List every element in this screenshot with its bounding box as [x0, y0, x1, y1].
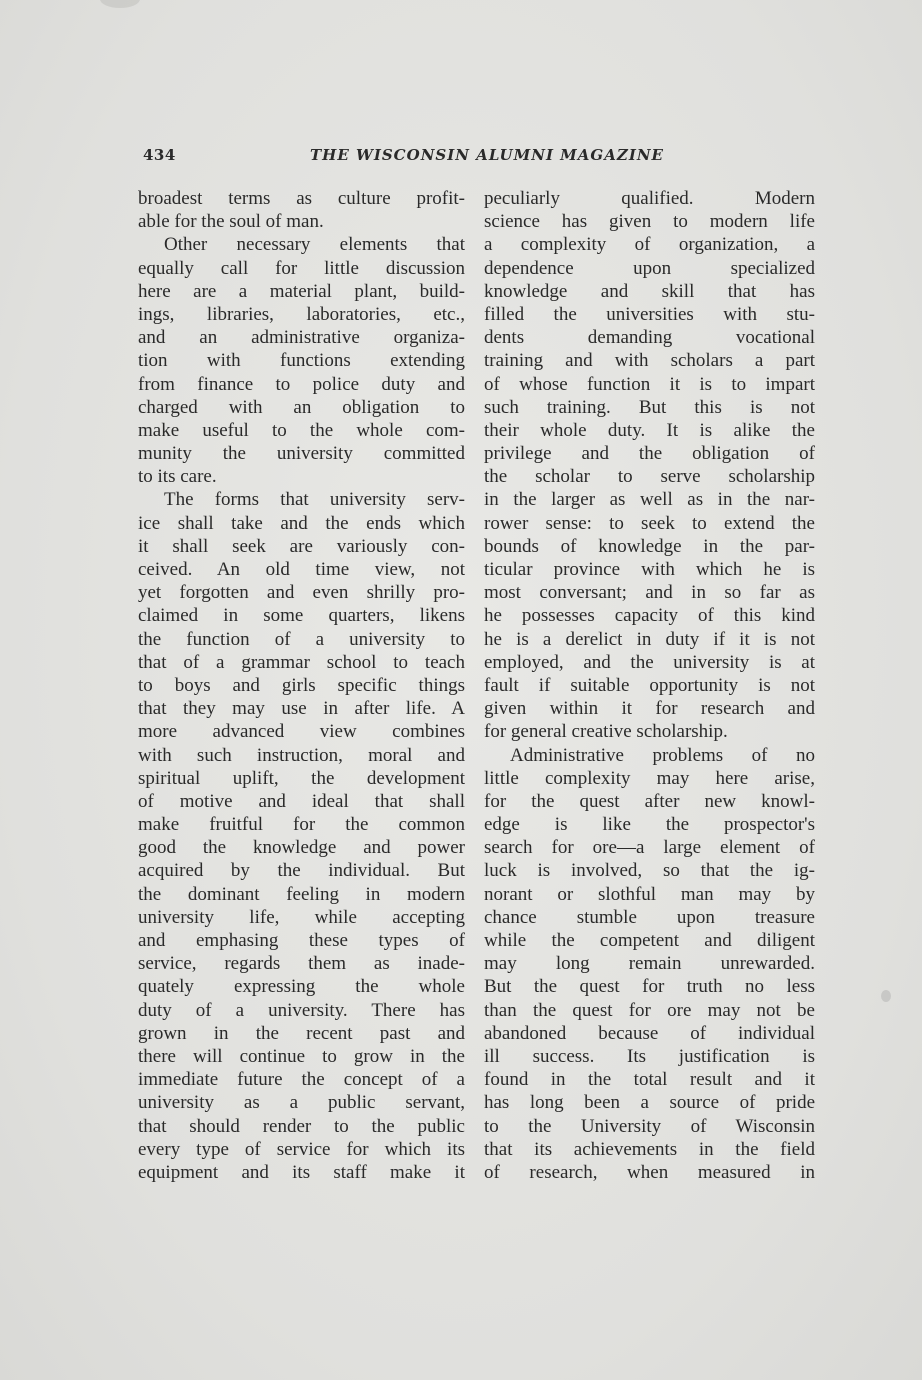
- text-line: equally call for little discussion: [138, 257, 465, 279]
- text-line: employed, and the university is at: [484, 651, 815, 673]
- text-line: and an administrative organiza-: [138, 327, 465, 349]
- text-line: for the quest after new knowl-: [484, 790, 815, 812]
- text-line: he is a derelict in duty if it is not: [484, 628, 815, 650]
- text-line: the dominant feeling in modern: [138, 883, 465, 905]
- text-line: search for ore—a large element of: [484, 837, 815, 859]
- text-line: fault if suitable opportunity is not: [484, 674, 815, 696]
- text-line: that should render to the public: [138, 1115, 465, 1137]
- text-line: university as a public servant,: [138, 1092, 465, 1114]
- text-line: dependence upon specialized: [484, 257, 815, 279]
- text-line: ice shall take and the ends which: [138, 512, 465, 534]
- text-line: filled the universities with stu-: [484, 303, 815, 325]
- text-line: found in the total result and it: [484, 1069, 815, 1091]
- text-line: their whole duty. It is alike the: [484, 419, 815, 441]
- text-line: there will continue to grow in the: [138, 1045, 465, 1067]
- text-line: training and with scholars a part: [484, 350, 815, 372]
- text-line: that of a grammar school to teach: [138, 651, 465, 673]
- text-line: of motive and ideal that shall: [138, 790, 465, 812]
- text-line: The forms that university serv-: [164, 489, 465, 511]
- text-line: university life, while accepting: [138, 906, 465, 928]
- text-line: that its achievements in the field: [484, 1138, 815, 1160]
- text-line: science has given to modern life: [484, 211, 815, 233]
- text-line: here are a material plant, build-: [138, 280, 465, 302]
- text-line: little complexity may here arise,: [484, 767, 815, 789]
- text-line: charged with an obligation to: [138, 396, 465, 418]
- text-line: acquired by the individual. But: [138, 860, 465, 882]
- text-line: more advanced view combines: [138, 721, 465, 743]
- text-line: But the quest for truth no less: [484, 976, 815, 998]
- text-line: equipment and its staff make it: [138, 1161, 465, 1183]
- text-line: duty of a university. There has: [138, 999, 465, 1021]
- text-line: every type of service for which its: [138, 1138, 465, 1160]
- running-header: [143, 146, 823, 168]
- text-line: make fruitful for the common: [138, 814, 465, 836]
- text-line: tion with functions extending: [138, 350, 465, 372]
- text-line: may long remain unrewarded.: [484, 953, 815, 975]
- text-line: ill success. Its justification is: [484, 1045, 815, 1067]
- text-line: Other necessary elements that: [164, 234, 465, 256]
- text-line: quately expressing the whole: [138, 976, 465, 998]
- text-line: most conversant; and in so far as: [484, 582, 815, 604]
- text-line: from finance to police duty and: [138, 373, 465, 395]
- magazine-title: THE WISCONSIN ALUMNI MAGAZINE: [310, 146, 664, 164]
- text-line: claimed in some quarters, likens: [138, 605, 465, 627]
- text-line: he possesses capacity of this kind: [484, 605, 815, 627]
- right-text-column: [484, 187, 815, 1184]
- text-line: good the knowledge and power: [138, 837, 465, 859]
- text-line: able for the soul of man.: [138, 211, 324, 233]
- text-line: broadest terms as culture profit-: [138, 188, 465, 209]
- text-line: service, regards them as inade-: [138, 953, 465, 975]
- text-line: ceived. An old time view, not: [138, 559, 465, 580]
- text-line: rower sense: to seek to extend the: [484, 512, 815, 534]
- text-line: make useful to the whole com-: [138, 419, 465, 441]
- text-line: it shall seek are variously con-: [138, 535, 465, 557]
- text-line: dents demanding vocational: [484, 327, 815, 349]
- text-line: norant or slothful man may by: [484, 883, 815, 905]
- text-line: to the University of Wisconsin: [484, 1115, 815, 1137]
- text-line: has long been a source of pride: [484, 1092, 815, 1114]
- text-line: abandoned because of individual: [484, 1022, 815, 1044]
- text-line: edge is like the prospector's: [484, 814, 815, 836]
- text-line: a complexity of organization, a: [484, 234, 815, 256]
- text-line: ticular province with which he is: [484, 559, 815, 580]
- text-line: privilege and the obligation of: [484, 443, 815, 465]
- text-line: for general creative scholarship.: [484, 721, 728, 743]
- text-line: such training. But this is not: [484, 396, 815, 418]
- paper-blemish: [881, 990, 891, 1002]
- text-line: munity the university committed: [138, 443, 465, 465]
- text-line: spiritual uplift, the development: [138, 767, 465, 789]
- text-line: knowledge and skill that has: [484, 280, 815, 302]
- text-line: to its care.: [138, 466, 217, 488]
- text-line: luck is involved, so that the ig-: [484, 860, 815, 882]
- text-line: to boys and girls specific things: [138, 674, 465, 696]
- text-line: the function of a university to: [138, 628, 465, 650]
- text-line: grown in the recent past and: [138, 1022, 465, 1044]
- text-line: than the quest for ore may not be: [484, 999, 815, 1021]
- text-line: yet forgotten and even shrilly pro-: [138, 582, 465, 604]
- text-line: Administrative problems of no: [510, 744, 815, 766]
- text-line: chance stumble upon treasure: [484, 906, 815, 928]
- text-line: with such instruction, moral and: [138, 744, 465, 766]
- text-line: in the larger as well as in the nar-: [484, 489, 815, 511]
- text-line: that they may use in after life. A: [138, 698, 465, 720]
- text-line: and emphasing these types of: [138, 930, 465, 951]
- text-line: of research, when measured in: [484, 1161, 815, 1183]
- text-line: while the competent and diligent: [484, 930, 815, 951]
- text-line: of whose function it is to impart: [484, 373, 815, 395]
- text-line: given within it for research and: [484, 698, 815, 720]
- ink-smudge: [100, 0, 140, 8]
- text-line: immediate future the concept of a: [138, 1069, 465, 1091]
- text-line: the scholar to serve scholarship: [484, 466, 815, 488]
- text-line: ings, libraries, laboratories, etc.,: [138, 303, 465, 325]
- text-line: bounds of knowledge in the par-: [484, 535, 815, 557]
- left-text-column: [138, 187, 465, 1184]
- text-line: peculiarly qualified. Modern: [484, 188, 815, 209]
- page-number: 434: [143, 146, 176, 164]
